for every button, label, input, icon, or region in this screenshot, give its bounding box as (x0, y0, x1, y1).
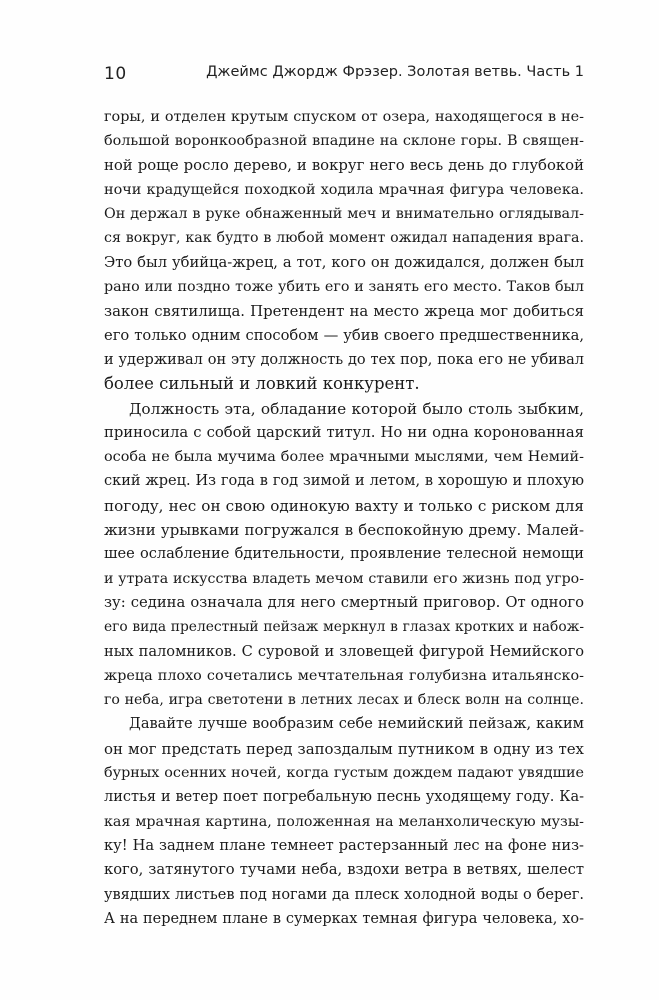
text-line: ся вокруг, как будто в любой момент ожидал нападения врага. (104, 230, 584, 247)
text-line: его только одним способом — убив своего предшественника, (104, 326, 584, 344)
paragraph (104, 712, 584, 931)
body-text (104, 105, 584, 931)
text-line: он мог предстать перед запоздалым путником в одну из тех (104, 739, 584, 758)
text-line: закон святилища. Претендент на место жреца мог добиться (104, 302, 584, 321)
text-line: большой воронкообразной впадине на склоне горы. В священ- (104, 133, 584, 150)
text-line: ский жрец. Из года в год зимой и летом, в хорошую и плохую (104, 473, 584, 490)
text-line: бурных осенних ночей, когда густым дождем падают увядшие (104, 765, 584, 782)
page-header (104, 64, 584, 88)
text-line: кая мрачная картина, положенная на меланхолическую музы- (104, 813, 584, 830)
text-line: ку! На заднем плане темнеет растерзанный лес на фоне низ- (104, 836, 584, 854)
text-line: и утрата искусства владеть мечом ставили его жизнь под угро- (104, 570, 584, 587)
text-line: жреца плохо сочетались мечтательная голубизна итальянско- (104, 667, 584, 684)
text-line: погоду, нес он свою одинокую вахту и только с риском для (104, 496, 584, 515)
text-line: листья и ветер поет погребальную песнь уходящему году. Ка- (104, 789, 584, 806)
text-line: Должность эта, обладание которой было столь зыбким, (129, 399, 584, 418)
running-title: Джеймс Джордж Фрэзер. Золотая ветвь. Часть 1 (206, 64, 584, 80)
text-line: ных паломников. С суровой и зловещей фигурой Немийского (104, 642, 584, 660)
text-line: зу: седина означала для него смертный приговор. От одного (104, 593, 584, 611)
text-line: его вида прелестный пейзаж меркнул в глазах кротких и набож- (104, 619, 584, 636)
text-line: приносила с собой царский титул. Но ни одна коронованная (104, 423, 584, 441)
text-line: увядших листьев под ногами да плеск холодной воды о берег. (104, 886, 584, 903)
text-line: кого, затянутого тучами неба, вздохи ветра в ветвях, шелест (104, 861, 584, 879)
text-line: более сильный и ловкий конкурент. (104, 374, 420, 394)
text-line: го неба, игра светотени в летних лесах и блеск волн на солнце. (104, 692, 584, 709)
text-line: ной роще росло дерево, и вокруг него весь день до глубокой (104, 156, 584, 174)
text-line: жизни урывками погружался в беспокойную дрему. Малей- (104, 521, 584, 540)
text-line: А на переднем плане в сумерках темная фигура человека, хо- (104, 910, 584, 927)
paragraph (104, 397, 584, 713)
paragraph (104, 105, 584, 397)
text-line: горы, и отделен крутым спуском от озера, находящегося в не- (104, 109, 584, 125)
text-line: Это был убийца-жрец, а тот, кого он дожидался, должен был (104, 253, 584, 271)
text-line: Давайте лучше вообразим себе немийский пейзаж, каким (129, 716, 584, 733)
text-line: рано или поздно тоже убить его и занять его место. Таков был (104, 279, 584, 296)
text-line: особа не была мучима более мрачными мыслями, чем Немий- (104, 449, 584, 466)
text-line: ночи крадущейся походкой ходила мрачная фигура человека. (104, 181, 584, 198)
text-line: шее ослабление бдительности, проявление телесной немощи (104, 545, 584, 563)
text-line: Он держал в руке обнаженный меч и внимательно оглядывал- (104, 206, 584, 223)
page-number: 10 (104, 64, 127, 84)
text-line: и удерживал он эту должность до тех пор, пока его не убивал (104, 351, 584, 368)
